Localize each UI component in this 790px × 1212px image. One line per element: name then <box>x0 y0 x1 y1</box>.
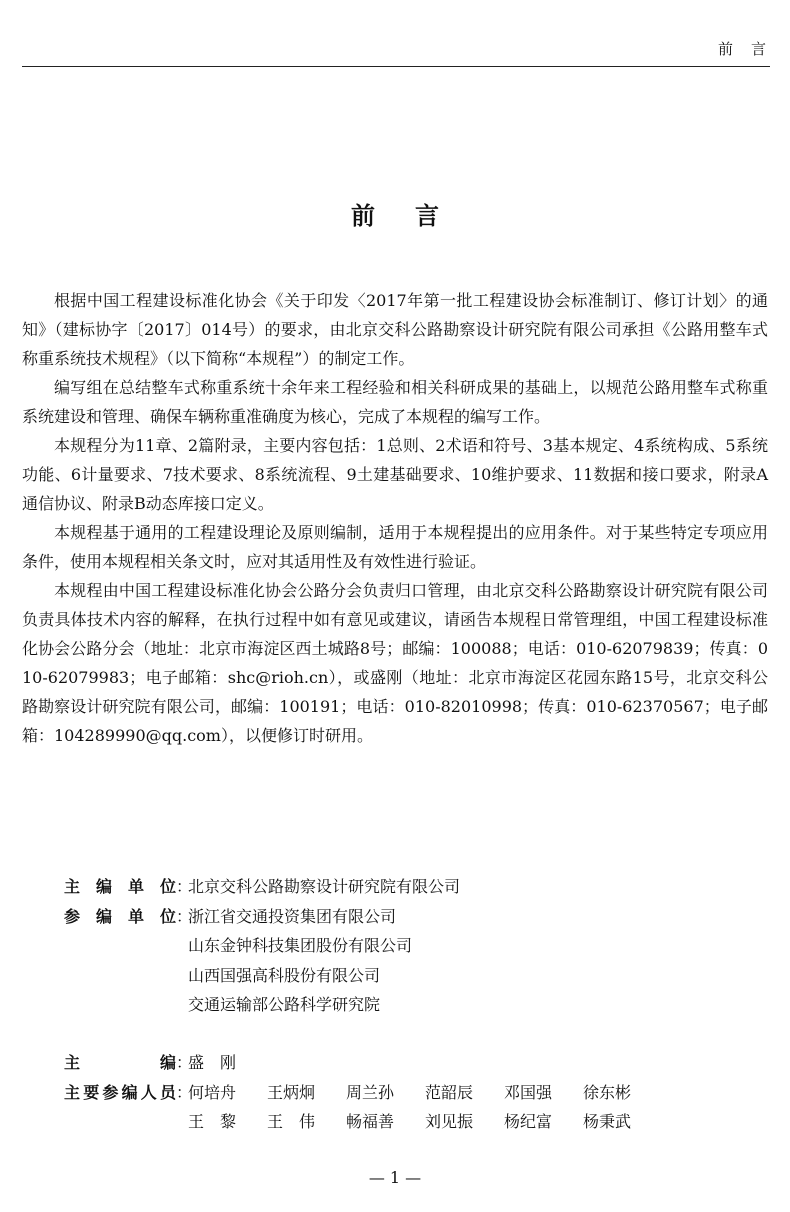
paragraph: 本规程分为11章、2篇附录，主要内容包括：1总则、2术语和符号、3基本规定、4系统构成、5系统功能、6计量要求、7技术要求、8系统流程、9土建基础要求、10维护要求、11数据和接口要求，附录A通信协议、附录B动态库接口定义。 <box>22 436 768 513</box>
chief-unit-row <box>64 872 764 902</box>
running-header-text: 前言 <box>717 40 784 58</box>
page-title: 前言 <box>351 202 479 230</box>
chief-editor-name: 盛 刚 <box>188 1053 237 1072</box>
participating-unit: 山东金钟科技集团股份有限公司 <box>188 936 413 955</box>
participant-name: 邓国强 <box>504 1082 553 1102</box>
participating-units-label: 参编单位 <box>64 906 176 926</box>
chief-unit-value: 北京交科公路勘察设计研究院有限公司 <box>188 877 461 896</box>
participant-name: 刘见振 <box>425 1112 474 1131</box>
colon: ： <box>176 877 193 896</box>
participant-name: 杨纪富 <box>504 1112 553 1131</box>
main-participants-label: 主要参编人员 <box>64 1082 176 1102</box>
participating-unit: 交通运输部公路科学研究院 <box>188 995 381 1014</box>
editors-list <box>64 1048 764 1137</box>
participant-name: 杨秉武 <box>583 1112 632 1131</box>
participating-unit: 山西国强高科股份有限公司 <box>188 965 381 985</box>
participant-name: 王 黎 <box>188 1112 237 1131</box>
main-participants-row <box>64 1078 764 1137</box>
paragraph: 本规程由中国工程建设标准化协会公路分会负责归口管理，由北京交科公路勘察设计研究院有限公司负责具体技术内容的解释，在执行过程中如有意见或建议，请函告本规程日常管理组，中国工程建设标准化协会公路分会（地址：北京市海淀区西土城路8号；邮编：100088；电话：010-62079839；传真：010-62079983；电子邮箱：shc@rioh.cn），或盛刚（地址：北京市海淀区花园东路15号，北京交科公路勘察设计研究院有限公司，邮编：100191；电话：010-82010998；传真：010-62370567；电子邮箱：104289990@qq.com），以便修订时研用。 <box>22 581 768 745</box>
colon: ： <box>176 1082 193 1102</box>
participant-name: 范韶辰 <box>425 1082 474 1102</box>
paragraph: 编写组在总结整车式称重系统十余年来工程经验和相关科研成果的基础上，以规范公路用整车式称重系统建设和管理、确保车辆称重准确度为核心，完成了本规程的编写工作。 <box>22 378 768 426</box>
participant-name: 徐东彬 <box>583 1082 632 1102</box>
participant-name: 周兰孙 <box>346 1082 395 1102</box>
participating-units-row <box>64 902 764 1020</box>
page-number: — 1 — <box>368 1168 422 1187</box>
paragraph: 本规程基于通用的工程建设理论及原则编制，适用于本规程提出的应用条件。对于某些特定专项应用条件，使用本规程相关条文时，应对其适用性及有效性进行验证。 <box>22 523 768 571</box>
colon: ： <box>176 1053 193 1072</box>
participant-name: 王炳炯 <box>267 1082 316 1102</box>
running-header <box>22 0 784 67</box>
chief-editor-label: 主编 <box>64 1053 176 1072</box>
colon: ： <box>176 906 193 926</box>
participating-unit: 浙江省交通投资集团有限公司 <box>188 906 397 926</box>
participant-name: 王 伟 <box>267 1112 316 1131</box>
units-list <box>64 872 764 1020</box>
participant-name: 畅福善 <box>346 1112 395 1131</box>
participant-names <box>188 1078 662 1137</box>
chief-editor-row <box>64 1048 764 1078</box>
body-text <box>22 286 768 750</box>
chief-unit-label: 主编单位 <box>64 877 176 896</box>
paragraph: 根据中国工程建设标准化协会《关于印发〈2017年第一批工程建设协会标准制订、修订计划〉的通知》（建标协字〔2017〕014号）的要求，由北京交科公路勘察设计研究院有限公司承担《公路用整车式称重系统技术规程》（以下简称“本规程”）的制定工作。 <box>22 291 768 368</box>
participant-name: 何培舟 <box>188 1082 237 1102</box>
